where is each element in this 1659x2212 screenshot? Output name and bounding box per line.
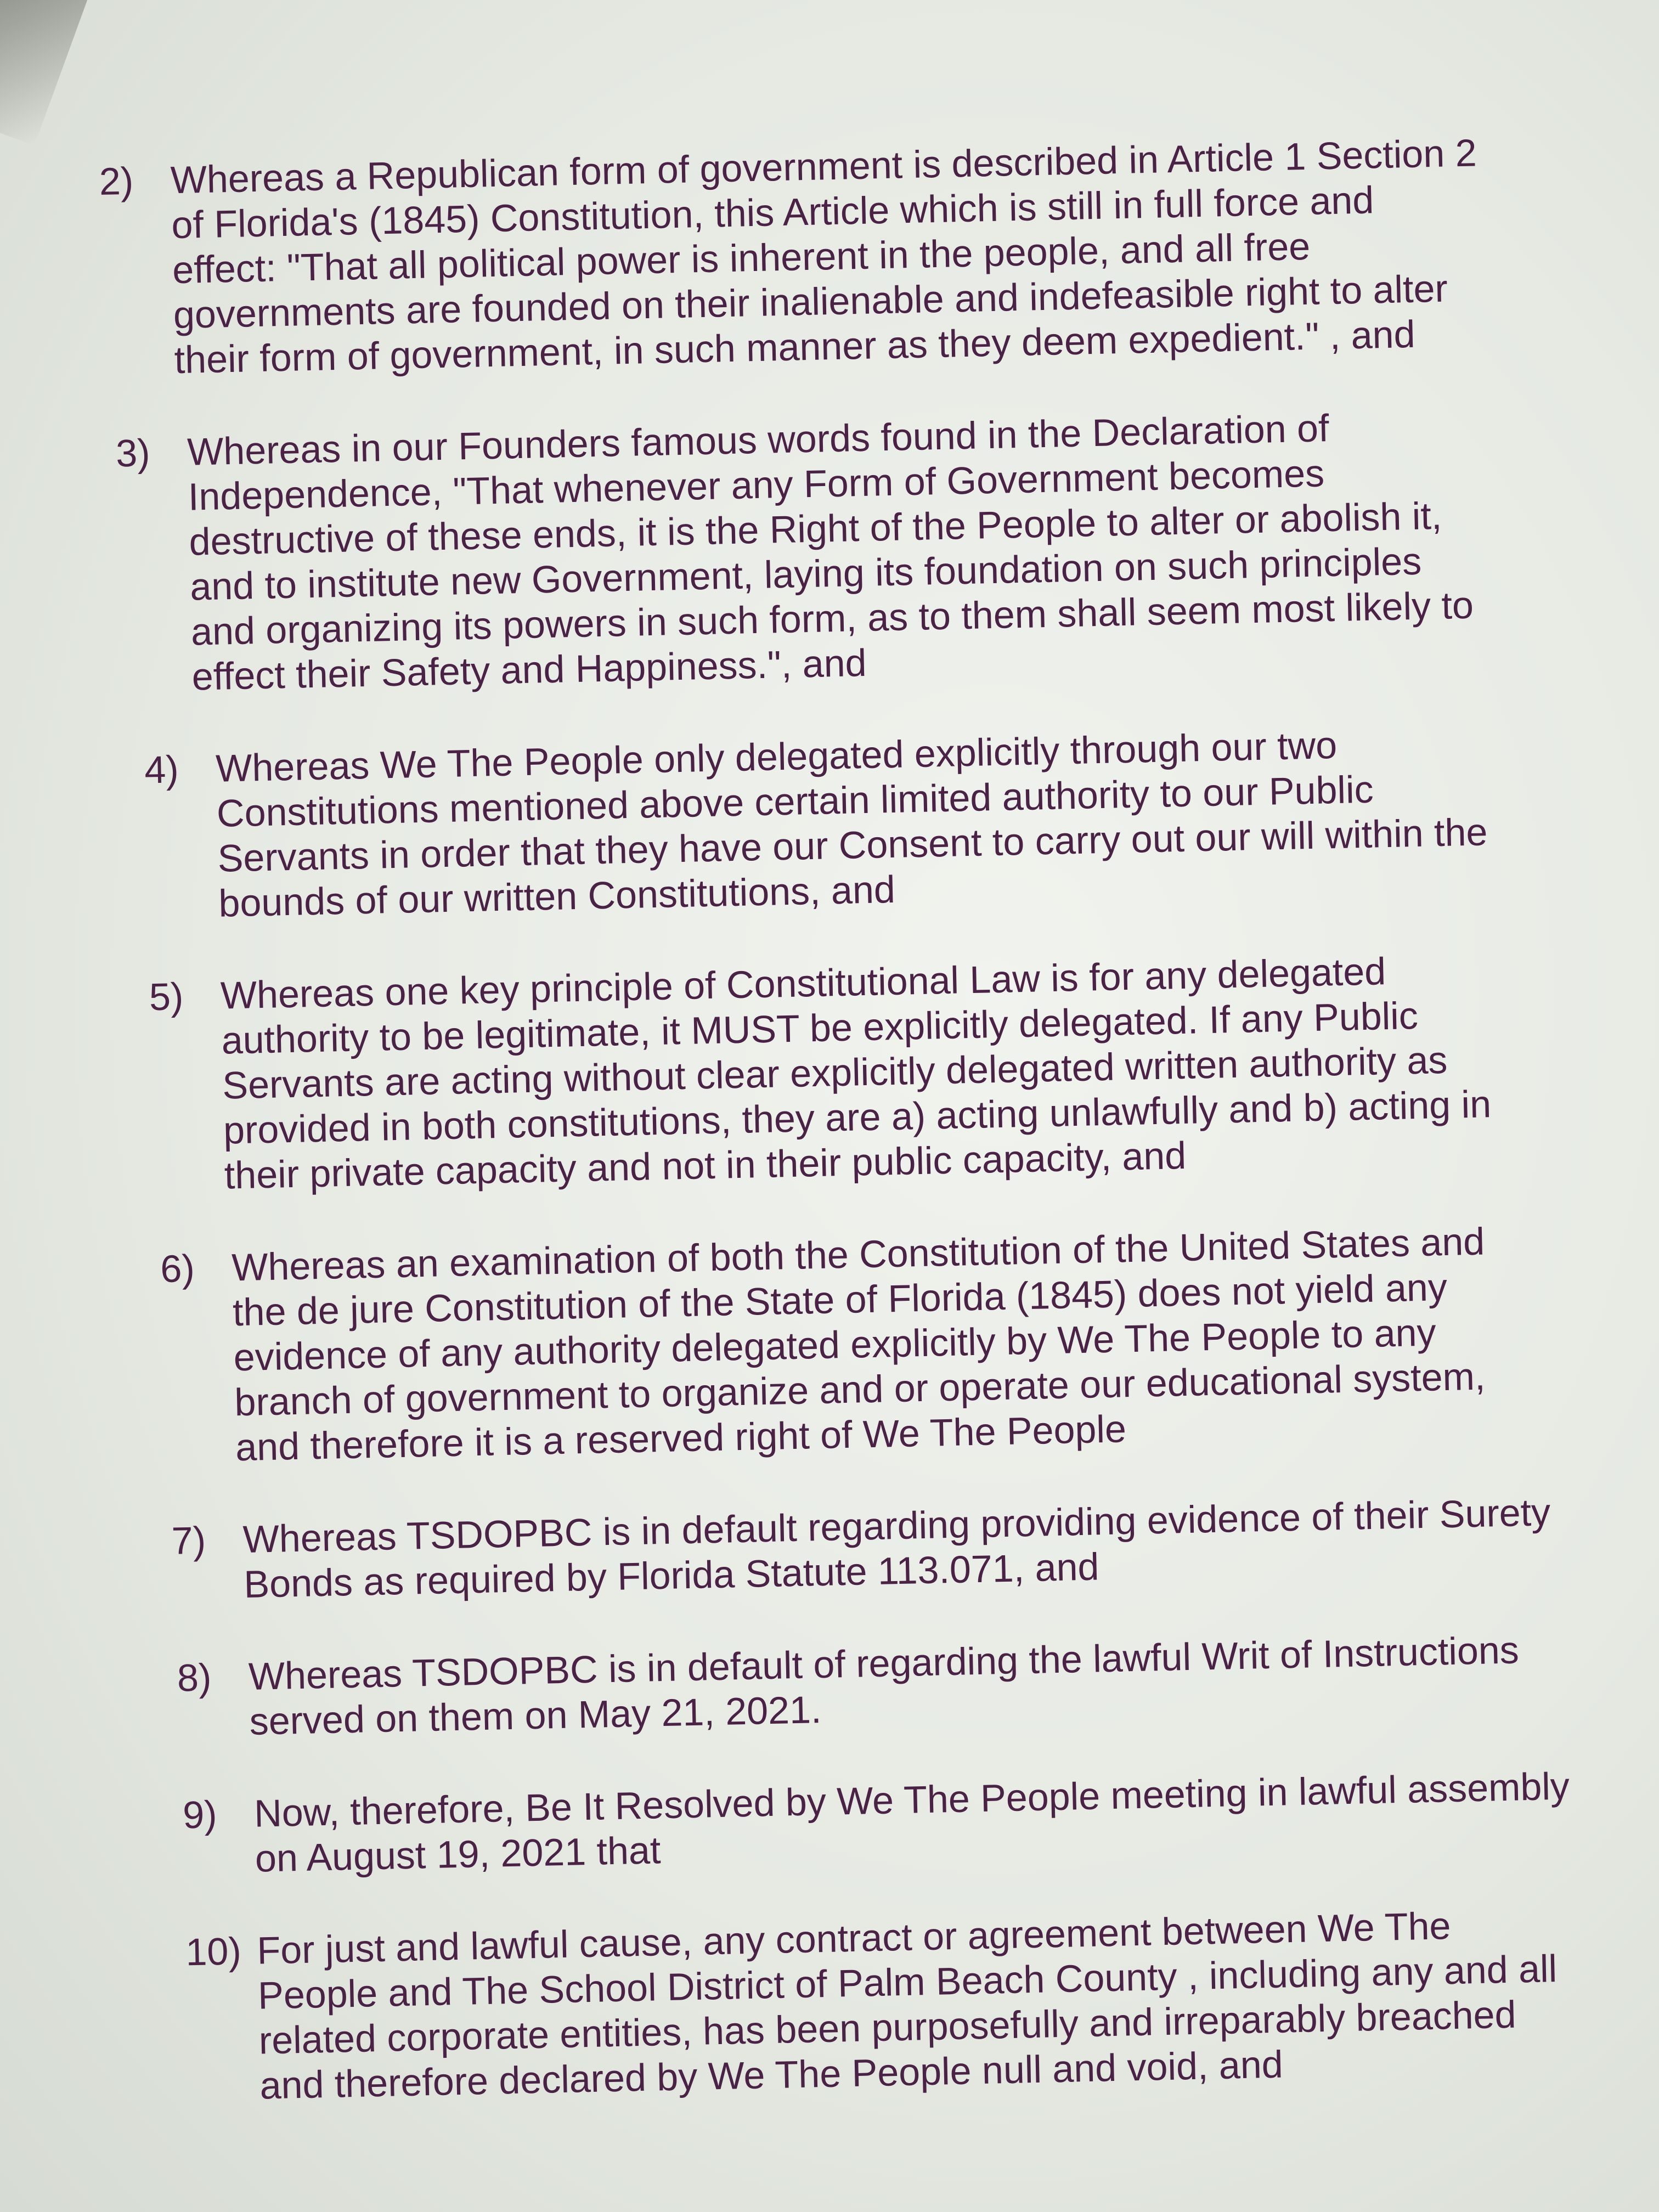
clause-9: [182, 1763, 1583, 1882]
clause-number: 4): [144, 748, 179, 792]
resolution-document: [99, 129, 1589, 2158]
clause-text: Now, therefore, Be It Resolved by We The People meeting in lawful assembly on August 19, 2021 that: [253, 1764, 1570, 1880]
clause-8: [177, 1626, 1580, 1745]
clause-number: 9): [182, 1793, 218, 1837]
clause-text: Whereas We The People only delegated explicitly through our two Constitutions mentioned above certain limited authority to our Public Servants in order that they have our Consent to carry out our will within the bounds of our written Constitutions, and: [215, 723, 1488, 925]
clause-number: 3): [115, 431, 151, 475]
clause-10: [185, 1900, 1588, 2109]
clause-text: Whereas TSDOPBC is in default regarding providing evidence of their Surety Bonds as required by Florida Statute 113.071, and: [242, 1491, 1551, 1606]
clause-text: Whereas TSDOPBC is in default of regarding the lawful Writ of Instructions served on them on May 21, 2021.: [248, 1628, 1520, 1743]
clause-number: 8): [177, 1656, 212, 1700]
clause-2: [99, 129, 1551, 384]
clause-text: For just and lawful cause, any contract or agreement between We The People and The School District of Palm Beach County , including any and all related corporate entities, has been purposefully and irreparably breached and therefore declared by We The People null and void, and: [256, 1904, 1558, 2107]
clause-text: Whereas an examination of both the Constitution of the United States and the de jure Constitution of the State of Florida (1845) does not yield any evidence of any authority delegated explicitly by We The People to any branch of government to organize and or operate our educational system, and therefore it is a reserved right of We The People: [231, 1220, 1486, 1469]
clause-number: 2): [99, 159, 134, 203]
clause-text: Whereas one key principle of Constitutional Law is for any delegated authority to be legitimate, it MUST be explicitly delegated. If any Public Servants are acting without clear explicitly delegated written authority as provided in both constitutions, they are a) acting unlawfully and b) acting in their private capacity and not in their public capacity, and: [220, 950, 1492, 1197]
clause-4: [144, 718, 1562, 927]
clause-number: 6): [160, 1246, 195, 1291]
clause-5: [149, 945, 1568, 1199]
clause-text: Whereas in our Founders famous words found in the Declaration of Independence, "That whenever any Form of Government becomes destructive of these ends, it is the Right of the People to alter or abolish it, and to institute new Government, laying its foundation on such principles and organizing its powers in such form, as to them shall seem most likely to effect their Safety and Happiness.", and: [187, 407, 1474, 698]
clause-number: 5): [149, 975, 184, 1019]
clause-6: [160, 1217, 1575, 1471]
clause-text: Whereas a Republican form of government is described in Article 1 Section 2 of Florida's (1845) Constitution, this Article which is still in full force and effect: "That all political power is inherent in the people, and all free governments are founded on their inalienable and indefeasible right to alter their form of government, in such manner as they deem expedient." , and: [170, 131, 1477, 382]
clause-number: 10): [185, 1929, 242, 1974]
clause-number: 7): [171, 1519, 206, 1562]
clause-3: [115, 401, 1558, 701]
clause-7: [171, 1489, 1577, 1609]
